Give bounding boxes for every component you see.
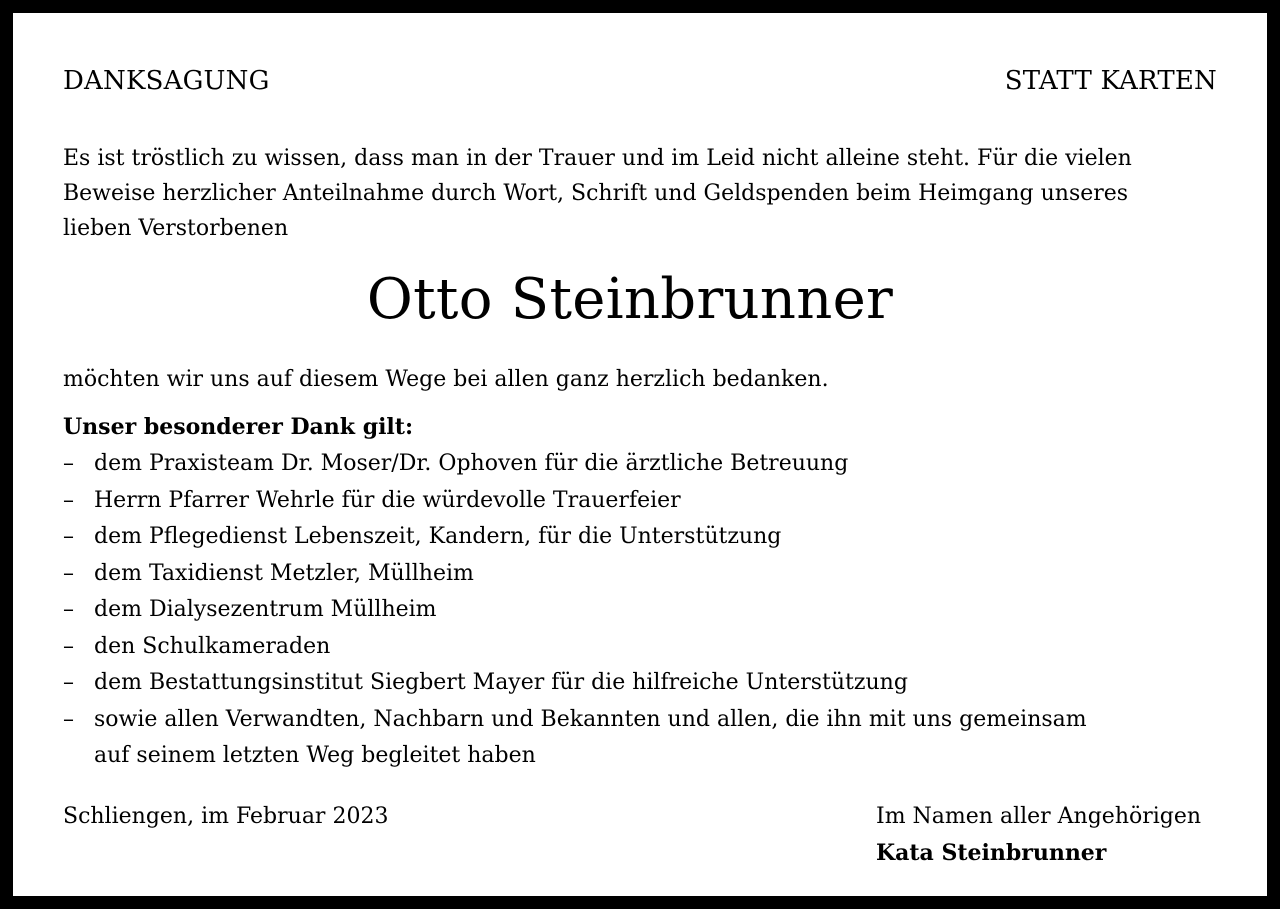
list-item-text: den Schulkameraden [94, 633, 331, 659]
dash-bullet: – [63, 451, 74, 476]
list-item-text: auf seinem letzten Weg begleitet haben [94, 743, 536, 768]
special-thanks-heading: Unser besonderer Dank gilt: [63, 414, 414, 440]
intro-line: Beweise herzlicher Anteilnahme durch Wort, Schrift und Geldspenden beim Heimgang unseres [63, 181, 1129, 206]
list-item-text: dem Pflegedienst Lebenszeit, Kandern, für die Unterstützung [94, 524, 782, 549]
list-item [63, 592, 1217, 629]
dash-bullet: – [63, 597, 74, 622]
list-item-text: dem Dialysezentrum Müllheim [94, 597, 437, 622]
list-item-text: Herrn Pfarrer Wehrle für die würdevolle Trauerfeier [94, 487, 681, 513]
header-statt-karten: STATT KARTEN [1004, 66, 1217, 96]
intro-line: lieben Verstorbenen [63, 216, 289, 241]
list-item [63, 519, 1217, 556]
list-item [63, 702, 1217, 739]
deceased-name: Otto Steinbrunner [366, 267, 894, 332]
header-danksagung: DANKSAGUNG [63, 66, 270, 96]
notice-header [63, 66, 1217, 106]
list-item [63, 446, 1217, 483]
thanks-sentence: möchten wir uns auf diesem Wege bei allen ganz herzlich bedanken. [63, 367, 829, 392]
signature-block [876, 799, 1201, 871]
signer-name: Kata Steinbrunner [876, 840, 1107, 866]
list-item-text: sowie allen Verwandten, Nachbarn und Bekannten und allen, die ihn mit uns gemeinsam [94, 706, 1087, 732]
list-item [63, 483, 1217, 520]
list-item-text: dem Bestattungsinstitut Siegbert Mayer für die hilfreiche Unterstützung [94, 670, 908, 695]
notice-content [63, 13, 1217, 896]
dash-bullet: – [63, 670, 74, 695]
dash-bullet: – [63, 633, 74, 659]
list-item [63, 665, 1217, 702]
dash-bullet: – [63, 560, 74, 586]
thanks-list [63, 446, 1217, 775]
list-item [63, 556, 1217, 593]
list-item-text: dem Praxisteam Dr. Moser/Dr. Ophoven für die ärztliche Betreuung [94, 451, 849, 476]
place-date: Schliengen, im Februar 2023 [63, 804, 389, 829]
intro-line: Es ist tröstlich zu wissen, dass man in der Trauer und im Leid nicht alleine steht. Für die vielen [63, 146, 1132, 171]
list-item [63, 629, 1217, 666]
on-behalf-line: Im Namen aller Angehörigen [876, 804, 1202, 829]
dash-bullet: – [63, 706, 74, 732]
dash-bullet: – [63, 524, 74, 549]
list-item-text: dem Taxidienst Metzler, Müllheim [94, 560, 474, 586]
list-item-continuation [63, 738, 1217, 775]
intro-paragraph [63, 141, 1217, 246]
dash-bullet: – [63, 487, 74, 513]
